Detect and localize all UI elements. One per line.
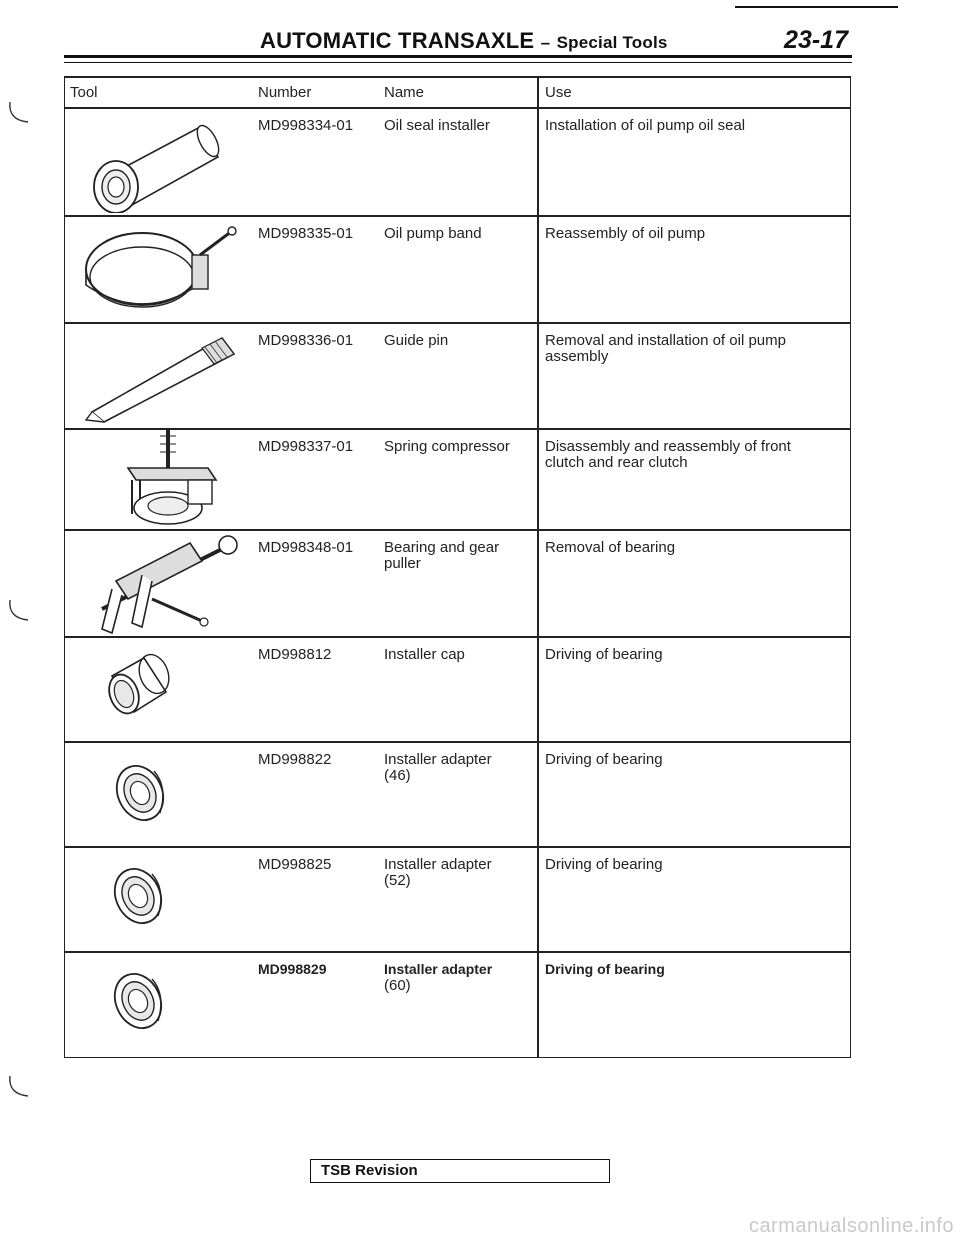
- tool-name: Installer adapter: [384, 856, 492, 873]
- installer-adapter-icon: [108, 965, 168, 1040]
- tool-use: Installation of oil pump oil seal: [545, 117, 746, 134]
- tool-use: Reassembly of oil pump: [545, 225, 706, 242]
- tool-name-line2: puller: [384, 555, 421, 572]
- header-rule: [64, 55, 852, 58]
- table-row-divider: [64, 741, 851, 743]
- page-header: [70, 24, 850, 54]
- tool-number: MD998822: [258, 751, 332, 768]
- tool-name: Installer adapter: [384, 961, 493, 977]
- tool-name: Oil seal installer: [384, 117, 490, 134]
- tool-number: MD998336-01: [258, 332, 354, 349]
- tool-number: MD998825: [258, 856, 332, 873]
- table-row-divider: [64, 846, 851, 848]
- tool-number: MD998335-01: [258, 225, 354, 242]
- table-row-divider: [64, 636, 851, 638]
- tool-number: MD998812: [258, 646, 332, 663]
- watermark: carmanualsonline.info: [748, 1215, 954, 1237]
- binder-corner-mark: [6, 1074, 32, 1100]
- column-divider: [537, 76, 539, 1058]
- column-header-number: Number: [258, 84, 312, 101]
- tool-name: Guide pin: [384, 332, 449, 349]
- column-header-name: Name: [384, 84, 425, 101]
- binder-corner-mark: [6, 598, 32, 624]
- tool-name-line2: (60): [384, 977, 411, 994]
- tool-use: Disassembly and reassembly of front: [545, 438, 791, 455]
- tool-name-line2: (46): [384, 767, 411, 784]
- oil-seal-installer-icon: [80, 113, 230, 218]
- tool-use-line2: assembly: [545, 348, 609, 365]
- tool-name: Installer adapter: [384, 751, 492, 768]
- installer-adapter-icon: [108, 860, 168, 935]
- tool-use: Driving of bearing: [545, 961, 665, 977]
- tool-name: Bearing and gear: [384, 539, 500, 556]
- installer-adapter-icon: [110, 757, 170, 832]
- title-separator: –: [540, 33, 551, 52]
- oil-pump-band-icon: [80, 219, 240, 324]
- bearing-gear-puller-icon: [82, 529, 242, 644]
- page-subtitle: Special Tools: [556, 33, 668, 52]
- tool-number: MD998334-01: [258, 117, 354, 134]
- page-title: AUTOMATIC TRANSAXLE – Special Tools: [260, 28, 668, 53]
- tool-use: Driving of bearing: [545, 751, 663, 768]
- tool-use: Driving of bearing: [545, 856, 663, 873]
- tool-use-line2: clutch and rear clutch: [545, 454, 688, 471]
- spring-compressor-icon: [108, 428, 228, 533]
- guide-pin-icon: [82, 324, 252, 429]
- tsb-revision-box: [310, 1159, 610, 1183]
- table-header-border: [64, 107, 851, 109]
- top-corner-line: [735, 6, 898, 8]
- column-header-use: Use: [545, 84, 572, 101]
- tool-name: Installer cap: [384, 646, 465, 663]
- tool-number: MD998337-01: [258, 438, 354, 455]
- tsb-revision-label: TSB Revision: [321, 1162, 418, 1179]
- tool-name: Spring compressor: [384, 438, 510, 455]
- header-rule-thin: [64, 62, 852, 63]
- binder-corner-mark: [6, 100, 32, 126]
- installer-cap-icon: [104, 646, 174, 731]
- table-row-divider: [64, 215, 851, 217]
- table-top-border: [64, 76, 851, 78]
- page-number: 23-17: [784, 26, 848, 54]
- tool-use: Removal and installation of oil pump: [545, 332, 786, 349]
- tool-name: Oil pump band: [384, 225, 482, 242]
- tool-use: Driving of bearing: [545, 646, 663, 663]
- column-header-tool: Tool: [70, 84, 98, 101]
- tool-number: MD998348-01: [258, 539, 354, 556]
- tool-use: Removal of bearing: [545, 539, 676, 556]
- tool-name-line2: (52): [384, 872, 411, 889]
- table-row-divider: [64, 951, 851, 953]
- tool-number: MD998829: [258, 961, 327, 977]
